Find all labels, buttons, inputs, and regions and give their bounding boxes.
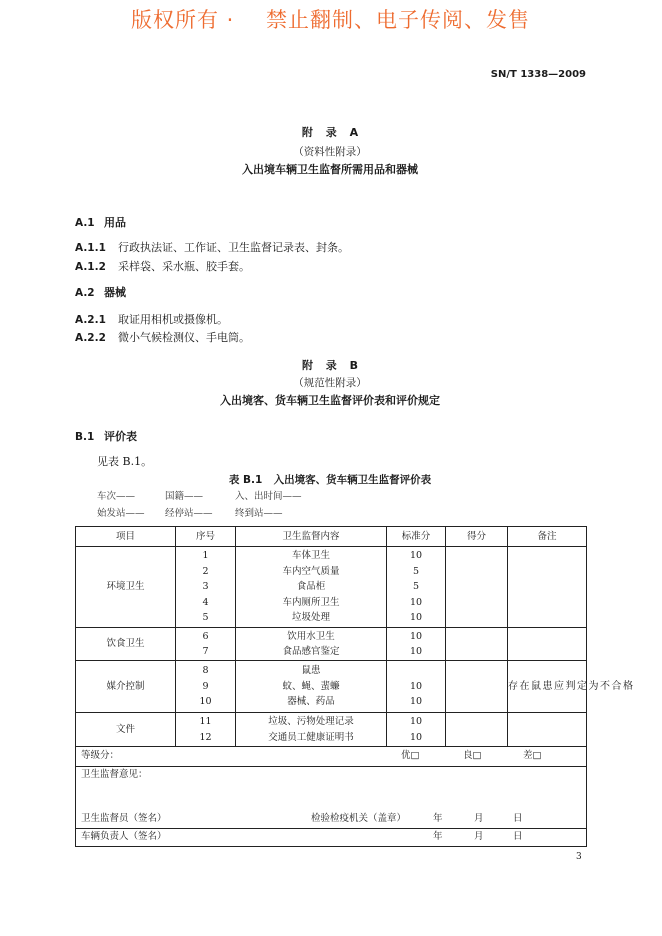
- item-content: 食品感官鉴定: [282, 646, 340, 657]
- table-caption-number: 表 B.1: [228, 474, 263, 486]
- item-no: 6: [202, 630, 209, 642]
- clause-text: 微小气候检测仪、手电筒。: [118, 331, 250, 344]
- agency-seal: 检验检疫机关（盖章）: [311, 813, 407, 824]
- clause-number: A.1.1: [75, 242, 106, 254]
- item-no: 12: [199, 731, 212, 743]
- clause-heading: 评价表: [104, 430, 137, 443]
- clause-number: B.1: [75, 431, 95, 443]
- evaluation-table: [75, 526, 635, 847]
- item-content: 饮用水卫生: [287, 630, 335, 642]
- seq-cell: [176, 661, 236, 713]
- standard-number: SN/T 1338—2009: [490, 69, 586, 80]
- item-score: 5: [412, 581, 420, 593]
- group-name: 饮食卫生: [76, 628, 176, 661]
- opinion-row: [76, 767, 587, 829]
- table-row: [76, 628, 587, 661]
- table-row: [76, 547, 587, 628]
- score-cell: [446, 661, 508, 713]
- field-entry-exit-time: 入、出时间——: [235, 491, 302, 502]
- header-remark: 备注: [508, 527, 587, 547]
- item-no: 3: [202, 581, 209, 593]
- item-score: 10: [409, 646, 423, 657]
- standard-score-cell: [387, 547, 446, 628]
- see-table-text: 见表 B.1。: [97, 455, 153, 468]
- item-score: 10: [409, 680, 423, 692]
- header-content: 卫生监督内容: [236, 527, 387, 547]
- grade-label: 等级分：: [81, 750, 120, 761]
- standard-score-cell: [387, 713, 446, 747]
- group-name: 媒介控制: [76, 661, 176, 713]
- grade-row: [76, 747, 587, 767]
- responsible-row: [76, 829, 587, 847]
- group-name: 文件: [76, 713, 176, 747]
- item-content: 器械、药品: [287, 696, 335, 708]
- item-no: 7: [202, 646, 209, 657]
- seq-cell: [176, 713, 236, 747]
- item-score: 10: [409, 716, 423, 727]
- clause-text: 采样袋、采水瓶、胶手套。: [118, 260, 250, 273]
- grade-good-checkbox: 良□: [463, 750, 482, 761]
- item-score-empty: [387, 663, 445, 679]
- item-no: 4: [202, 596, 209, 608]
- opinion-day: 日: [513, 813, 523, 824]
- header-seq: 序号: [176, 527, 236, 547]
- item-content: 鼠患: [301, 665, 321, 677]
- responsible-year: 年: [433, 831, 443, 842]
- clause-number: A.1.2: [75, 261, 106, 273]
- opinion-year: 年: [433, 813, 443, 824]
- score-cell: [446, 628, 508, 661]
- content-cell: [236, 713, 387, 747]
- responsible-month: 月: [474, 831, 484, 842]
- standard-score-cell: [387, 661, 446, 713]
- remark-note: 存在鼠患应判定为不合格: [508, 661, 587, 713]
- field-stopover-station: 经停站——: [165, 508, 213, 519]
- field-nationality: 国籍——: [165, 491, 204, 502]
- table-row: [76, 661, 587, 713]
- appendix-a-nature: （资料性附录）: [293, 146, 367, 158]
- appendix-b-name: 入出境客、货车辆卫生监督评价表和评价规定: [220, 394, 440, 407]
- appendix-b-nature: （规范性附录）: [293, 377, 367, 389]
- item-score: 10: [409, 731, 423, 743]
- table-caption: [0, 473, 660, 487]
- clause-heading: 器械: [104, 286, 126, 299]
- content-cell: [236, 661, 387, 713]
- item-score: 10: [409, 550, 423, 562]
- seq-cell: [176, 547, 236, 628]
- inspector-signature: 卫生监督员（签名）: [81, 813, 167, 824]
- item-content: 垃圾处理: [291, 612, 330, 624]
- content-cell: [236, 547, 387, 628]
- field-terminal-station: 终到站——: [235, 508, 283, 519]
- responsible-day: 日: [513, 831, 523, 842]
- clause-text: 行政执法证、工作证、卫生监督记录表、封条。: [118, 241, 349, 254]
- item-score: 10: [409, 696, 423, 708]
- seq-cell: [176, 628, 236, 661]
- remark-cell: [508, 713, 587, 747]
- table-row: [76, 713, 587, 747]
- content-cell: [236, 628, 387, 661]
- grade-cell: [76, 747, 587, 767]
- appendix-a-name: 入出境车辆卫生监督所需用品和器械: [242, 163, 418, 176]
- standard-score-cell: [387, 628, 446, 661]
- header-score: 得分: [446, 527, 508, 547]
- item-score: 10: [409, 630, 423, 642]
- item-content: 蚊、蝇、蜚蠊: [282, 680, 340, 692]
- item-no: 2: [202, 565, 209, 577]
- watermark-copyright: 版权所有 ·: [131, 8, 235, 32]
- item-content: 交通员工健康证明书: [268, 731, 354, 743]
- appendix-b-title: 附 录 B: [301, 359, 359, 372]
- responsible-cell: [76, 829, 587, 847]
- item-content: 车内空气质量: [282, 565, 340, 577]
- score-cell: [446, 547, 508, 628]
- watermark-prohibition: 禁止翻制、电子传阅、发售: [266, 8, 530, 32]
- responsible-signature: 车辆负责人（签名）: [81, 831, 167, 842]
- item-content: 食品柜: [296, 581, 326, 593]
- remark-cell: [508, 628, 587, 661]
- item-no: 5: [202, 612, 209, 624]
- appendix-a-title: 附 录 A: [301, 126, 359, 139]
- table-header-row: [76, 527, 587, 547]
- header-item: 项目: [76, 527, 176, 547]
- clause-number: A.2.2: [75, 332, 106, 344]
- opinion-month: 月: [474, 813, 484, 824]
- item-content: 车体卫生: [291, 550, 330, 562]
- item-no: 8: [202, 665, 209, 677]
- page-number: 3: [576, 852, 582, 862]
- group-name: 环境卫生: [76, 547, 176, 628]
- table-caption-title: 入出境客、货车辆卫生监督评价表: [273, 474, 432, 486]
- grade-excellent-checkbox: 优□: [401, 750, 420, 761]
- clause-number: A.2.1: [75, 314, 106, 326]
- item-no: 11: [199, 716, 212, 727]
- grade-poor-checkbox: 差□: [523, 750, 542, 761]
- item-no: 1: [202, 550, 209, 562]
- clause-heading: 用品: [104, 216, 126, 229]
- item-no: 9: [202, 680, 209, 692]
- field-origin-station: 始发站——: [97, 508, 145, 519]
- clause-number: A.1: [75, 217, 95, 229]
- item-score: 5: [412, 565, 420, 577]
- clause-number: A.2: [75, 287, 95, 299]
- clause-text: 取证用相机或摄像机。: [118, 313, 228, 326]
- opinion-label: 卫生监督意见：: [81, 769, 148, 780]
- item-score: 10: [409, 596, 423, 608]
- opinion-cell: [76, 767, 587, 829]
- header-standard-score: 标准分: [387, 527, 446, 547]
- item-content: 垃圾、污物处理记录: [268, 716, 354, 727]
- item-score: 10: [409, 612, 423, 624]
- field-train-no: 车次——: [97, 491, 136, 502]
- remark-cell: [508, 547, 587, 628]
- item-no: 10: [199, 696, 212, 708]
- score-cell: [446, 713, 508, 747]
- item-content: 车内厕所卫生: [282, 596, 340, 608]
